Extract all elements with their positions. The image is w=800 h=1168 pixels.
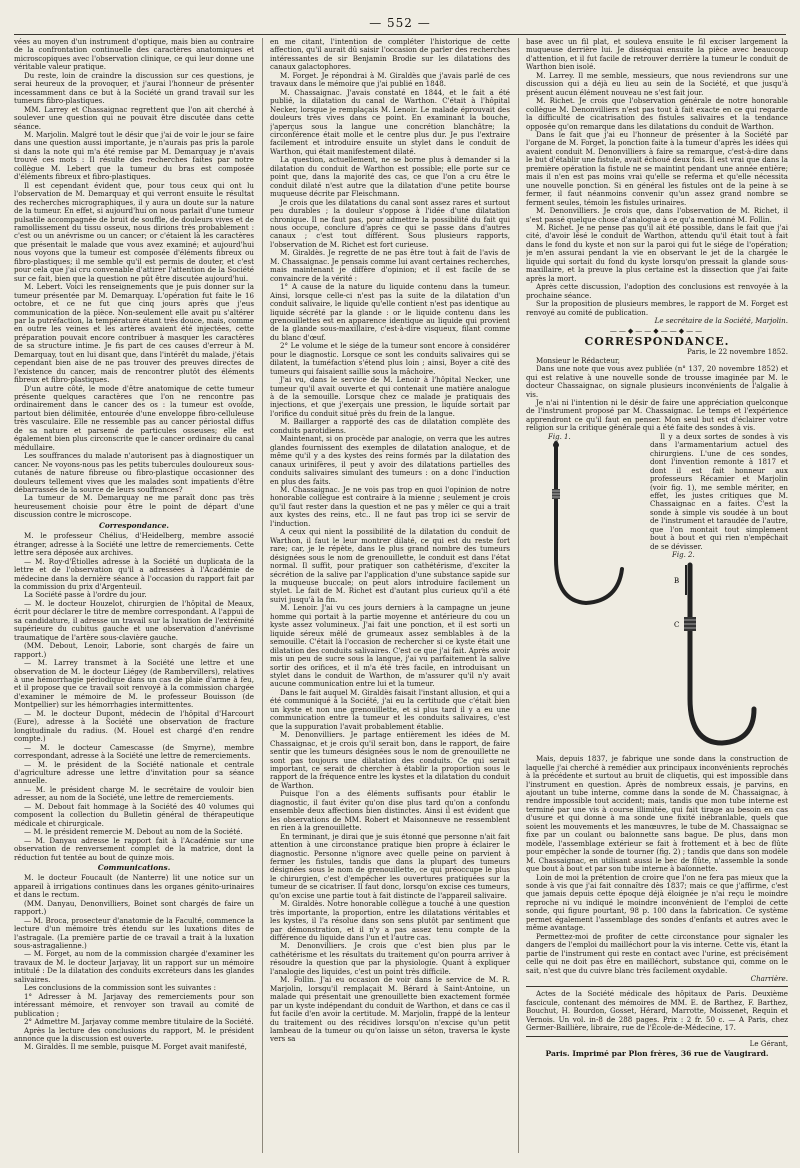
paragraph: Il est cependant évident que, pour tous ceux qui ont lu l'observation de M. Demarquay et qui verront ensuite le résultat des recherches micrographiques, il y aura un doute sur la nature de la tumeur. En effet, si aujourd'hui on nous parlait d'une tumeur pulsatile accompagnée de bruit de souffle, de douleurs vives et de ramollissement du tissu osseux, nous dirions très probablement : c'est ou un anévrisme ou un cancer; or c'étaient là les caractères que présentait le malade que vous avez examiné; et aujourd'hui nous voyons que la tumeur est composée d'éléments fibreux ou fibro-plastiques; il me semble qu'il est permis de douter, et c'est pour cela que j'ai cru convenable d'attirer l'attention de la Société sur ce fait, bien que la question ne pût être discutée aujourd'hui.: [14, 180, 254, 283]
paragraph: — M. Forget, au nom de la commission chargée d'examiner les travaux de M. le docteur Jarjavay, lit un rapport sur un mémoire intitulé : De la dilatation des conduits excréteurs dans les glandes salivaires.: [14, 949, 254, 984]
section-divider: [526, 986, 788, 987]
paragraph: — M. Broca, prosecteur d'anatomie de la Faculté, commence la lecture d'un mémoire très étendu sur les luxations dites de l'astragale. (La première partie de ce travail a trait à la luxation sous-astragalienne.): [14, 915, 254, 951]
paragraph: Dans une note que vous avez publiée (n° 137, 20 novembre 1852) et qui est relative à une nouvelle sonde de trousse imaginée par M. le docteur Chassaignac, on signale plusieurs inconvénients de l'algalie à vis.: [526, 364, 788, 399]
paragraph: En terminant, je dirai que je suis étonné que personne n'ait fait attention à une circonstance pratique bien propre à éclairer le diagnostic. Personne n'ignore avec quelle peine on parvient à fermer les fistules, tandis que dans la plupart des tumeurs désignées sous le nom de grenouillette, ce qui préoccupe le plus le chirurgien, c'est d'empêcher les ouvertures pratiquées sur la tumeur de se cicatriser. Il faut donc, lorsqu'on excise ces tumeurs, qu'on excise une partie tout à fait distincte de l'appareil salivaire.: [270, 831, 510, 900]
paragraph: M. Lebert. Voici les renseignements que je puis donner sur la tumeur présentée par M. Demarquay. L'opération fut faite le 16 octobre, et ce ne fut que cinq jours après que j'eus communication de la pièce. Non-seulement elle avait pu s'altérer par la putréfaction, la température étant très douce, mais, comme en outre les veines et les artères avaient été injectées, cette préparation pouvait encore contribuer à masquer les caractères de sa structure intime. Je fis part de ces causes d'erreur à M. Demarquay, tout en lui disant que, dans l'intérêt du malade, j'étais cependant bien aise de ne pas trouver des preuves directes de l'existence du cancer, mais de rencontrer plutôt des éléments fibreux et fibro-plastiques.: [14, 282, 254, 385]
paragraph: M. Richet. Je crois que l'observation générale de notre honorable collègue M. Denonvilliers n'est pas tout à fait exacte en ce qui regarde la difficulté de cicatrisation des fistules salivaires et la tendance opposée qu'on remarque dans les dilatations du conduit de Warthon.: [526, 96, 788, 131]
gerant-label: Le Gérant,: [749, 1038, 788, 1048]
catheter-figure-2: [650, 559, 768, 753]
paragraph: La question, actuellement, ne se borne plus à demander si la dilatation du conduit de Warthon est possible; elle porte sur ce point que, dans la majorité des cas, ce que l'on a cru être le conduit dilaté n'est autre que la dilatation d'une petite bourse muqueuse décrite par Fleischmann.: [270, 155, 510, 199]
paragraph: M. Denonvilliers. Je partage entièrement les idées de M. Chassaignac, et je crois qu'il serait bon, dans le rapport, de faire sentir que les tumeurs désignées sous le nom de grenouillette ne sont pas toujours une dilatation des conduits. Ce qui serait important, ce serait de chercher à établir la proportion sous le rapport de la fréquence entre les kystes et la dilatation du conduit de Warthon.: [270, 730, 510, 790]
paragraph: M. Chassaignac. J'avais constaté en 1844, et le fait a été publié, la dilatation du canal de Warthon. C'était à l'hôpital Necker, lorsque je remplaçais M. Lenoir. Le malade éprouvait des douleurs très vives dans ce point. En examinant la bouche, j'aperçus sous la langue une concrétion blanchâtre; la circonférence était molle et le centre plus dur. Je pus l'extraire facilement et introduire ensuite un stylet dans le conduit de Warthon, qui était manifestement dilaté.: [270, 87, 510, 156]
paragraph: Les souffrances du malade n'autorisent pas à diagnostiquer un cancer. Ne voyons-nous pas les petits tubercules douloureux sous-cutanés de nature fibreuse ou fibro-plastique occasionner des douleurs tellement vives que les malades sont impatients d'être débarrassés de la source de leurs souffrances?: [14, 451, 254, 495]
paragraph: Maintenant, si on procède par analogie, on verra que les autres glandes fournissent des exemples de dilatation analogue, et de même qu'il y a des kystes des reins formés par la dilatation des canaux urinifères, il peut y avoir des dilatations partielles des conduits salivaires simulant des tumeurs : on a donc l'induction en plus des faits.: [270, 434, 510, 486]
paragraph: M. Giraldès. Il me semble, puisque M. Forget avait manifesté,: [24, 1042, 247, 1052]
paragraph: 1° A cause de la nature du liquide contenu dans la tumeur. Ainsi, lorsque celle-ci n'est pas la suite de la dilatation d'un conduit salivaire, le liquide qu'elle contient n'est pas identique au liquide sécrété par la glande : or le liquide contenu dans les grenouillettes est en apparence identique au liquide qui provient de la glande sous-maxillaire, c'est-à-dire visqueux, filant comme du blanc d'œuf.: [270, 282, 510, 342]
paragraph: M. Giraldès. Notre honorable collègue a touché à une question très importante, la proportion, entre les dilatations véritables et les kystes, il l'a résolue dans son sens plutôt par sentiment que par démonstration, et il n'y a pas assez tenu compte de la différence du liquide dans l'un et l'autre cas.: [270, 899, 510, 943]
figure-2: [650, 551, 768, 753]
paragraph: M. Larrey. Il me semble, messieurs, que nous reviendrons sur une discussion qui a déjà eu lieu au sein de la Société, et que jusqu'à présent aucun élément nouveau ne s'est fait jour.: [526, 70, 788, 97]
paragraph: Dans le fait que j'ai eu l'honneur de présenter à la Société par l'organe de M. Forget, la ponction faite à la tumeur d'après les idées qui avaient conduit M. Denonvilliers à faire sa remarque, c'est-à-dire dans le but d'établir une fistule, avait échoué deux fois. Il est vrai que dans la première opération la fistule ne se maintint pendant une année entière; mais il n'en est pas moins vrai qu'elle se referma et qu'elle nécessita une nouvelle ponction. Si en général les fistules ont de la peine à se fermer, il faut néanmoins convenir qu'un assez grand nombre se ferment seules, témoin les fistules urinaires.: [526, 129, 788, 207]
paragraph: Loin de moi la prétention de croire que l'on ne fera pas mieux que la sonde à vis que j'ai fait connaître dès 1837; mais ce que j'affirme, c'est que jamais depuis cette époque déjà éloignée je n'ai reçu le moindre reproche ni vu indiqué le moindre inconvénient de l'emploi de cette sonde, qui figure pourtant, 98 p. 100 dans la fabrication. Ce système permet également l'assemblage des sondes d'enfants et autres avec le même avantage.: [526, 872, 788, 933]
paragraph: 1° Adresser à M. Jarjavay des remerciements pour son intéressant mémoire, et renvoyer son travail au comité de publication ;: [14, 991, 254, 1018]
paragraph: Je n'ai ni l'intention ni le désir de faire une appréciation quelconque de l'instrument proposé par M. Chassaignac. Le temps et l'expérience apprendront ce qu'il faut en penser. Mon seul but est d'éclairer votre religion sur la critique générale qui a été faite des sondes à vis.: [526, 398, 788, 433]
paragraph: M. Denonvilliers. Je crois que, dans l'observation de M. Richet, il s'est passé quelque chose d'analogue à ce qu'a mentionné M. Follin.: [526, 206, 788, 224]
paragraph: D'un autre côté, le mode d'être anatomique de cette tumeur présente quelques caractères que l'on ne rencontre pas ordinairement dans le cancer des os : la tumeur est ovoïde, partout bien délimitée, entourée d'une enveloppe fibro-celluleuse très vasculaire. Elle ne ressemble pas au cancer périostal diffus de sa nature et parsemé de particules osseuses; elle est également bien plus circonscrite que le cancer ordinaire du canal médullaire.: [14, 383, 254, 452]
signature-charriere: Charrière.: [750, 973, 788, 983]
catheter-figure-1: [526, 441, 644, 613]
printer-imprint: Paris. Imprimé par Plon frères, 36 rue de Vaugirard.: [545, 1049, 769, 1059]
section-heading-correspondance: Correspondance.: [98, 520, 170, 530]
figure-1: [526, 433, 644, 613]
section-divider: [526, 1036, 788, 1037]
paragraph: Du reste, loin de craindre la discussion sur ces questions, je serai heureux de la provoquer, et j'aurai l'honneur de présenter incessamment dans ce but à la Société un grand travail sur les tumeurs fibro-plastiques.: [14, 70, 254, 106]
paragraph: M. Denonvilliers. Je crois que c'est bien plus par le cathétérisme et les résultats du traitement qu'on pourra arriver à résoudre la question que par la physiologie. Quant à expliquer l'analogie des liquides, c'est un point très difficile.: [270, 941, 510, 976]
paragraph: — M. le docteur Camescasse (de Smyrne), membre correspondant, adresse à la Société une lettre de remerciements.: [14, 742, 254, 761]
paragraph: — M. Roy-d'Étiolles adresse à la Société un duplicata de la lettre et de l'observation qu'il a adressées à l'Académie de médecine dans la dernière séance à l'occasion du rapport fait par la commission du prix d'Argenteuil.: [14, 556, 254, 591]
section-heading-correspondance-letter: CORRESPONDANCE.: [584, 334, 730, 348]
column-3: [526, 38, 788, 1153]
paragraph: — M. Larrey transmet à la Société une lettre et une observation de M. le docteur Liégey (de Rambervillers), relatives à une hémorrhagie périodique dans un cas de plaie d'arme à feu, et il propose que ce travail soit renvoyé à la commission chargée d'examiner le mémoire de M. le professeur Bouisson (de Montpellier) sur les hémorrhagies intermittentes.: [14, 658, 254, 710]
paragraph: M. Forget. Je répondrai à M. Giraldès que j'avais parlé de ces travaux dans le mémoire que j'ai publié en 1848.: [270, 70, 510, 89]
paragraph: Puisque l'on a des éléments suffisants pour établir le diagnostic, il faut éviter qu'on dise plus tard qu'on a confondu ensemble deux affections bien distinctes. Ainsi il est évident que les observations de MM. Robert et Maisonneuve ne ressemblent en rien à la grenouillette.: [270, 789, 510, 833]
paragraph: M. le professeur Chélius, d'Heidelberg, membre associé étranger, adresse à la Société une lettre de remerciements. Cette lettre sera déposée aux archives.: [14, 531, 254, 558]
paragraph: M. Lenoir. J'ai vu ces jours derniers à la campagne un jeune homme qui portait à la partie moyenne et antérieure du cou un kyste assez volumineux. J'ai fait une ponction, et il est sorti un liquide séreux mêlé de grumeaux assez semblables à de la semouille. C'était là l'occasion de rechercher si ce kyste était une dilatation des conduits salivaires. C'est ce que j'ai fait. Après avoir mis un peu de sucre sous la langue, j'ai vu parfaitement la salive sortir des orifices, et il m'a été très facile, en introduisant un stylet dans le conduit de Warthon, de m'assurer qu'il n'y avait aucune communication entre lui et la tumeur.: [270, 603, 510, 689]
paragraph: vées au moyen d'un instrument d'optique, mais bien au contraire de la confrontation continuelle des caractères anatomiques et microscopiques avec l'observation clinique, ce qui leur donne une véritable valeur pratique.: [14, 38, 254, 72]
paragraph: — M. le président remercie M. Debout au nom de la Société.: [24, 827, 243, 837]
letter-date: Paris, le 22 novembre 1852.: [687, 347, 788, 357]
paragraph: M. Baillarger a rapporté des cas de dilatation complète des conduits parotidiens.: [270, 417, 510, 435]
paragraph: — M. le président de la Société nationale et centrale d'agriculture adresse une lettre d'invitation pour sa séance annuelle.: [14, 759, 254, 786]
paragraph: Il y a deux sortes de sondes à vis dans l'armamentarium actuel des chirurgiens. L'une de ces sondes, dont l'invention remonte à 1817 et dont il est fait honneur aux professeurs Récamier et Marjolin (voir fig. 1), me semble mériter, en effet, les justes critiques que M. Chassaignac en a faites. C'est la sonde à simple vis soudée à un bout de l'instrument et taraudée de l'autre, que l'on montait tout simplement bout à bout et qui rien n'empêchait de se dévisser.: [650, 431, 788, 551]
paragraph: Je crois que les dilatations du canal sont assez rares et surtout peu durables ; la douleur s'oppose à l'idée d'une dilatation chronique. Il ne faut pas, pour admettre la possibilité du fait qui nous occupe, conclure d'après ce qui se passe dans d'autres canaux ; c'est tout différent. Sous plusieurs rapports, l'observation de M. Richet est fort curieuse.: [270, 197, 510, 249]
header-rule: [14, 34, 786, 35]
paragraph: — M. Danyau adresse le rapport fait à l'Académie sur une observation de renversement complet de la matrice, dont la réduction fut tentée au bout de quinze mois.: [14, 835, 254, 862]
figure-2-caption: Fig. 2.: [672, 551, 695, 560]
page-number: — 552 —: [369, 16, 431, 30]
paragraph: — M. le président charge M. le secrétaire de vouloir bien adresser, au nom de la Société, une lettre de remerciements.: [14, 784, 254, 803]
paragraph: Dans le fait auquel M. Giraldès faisait l'instant allusion, et qui a été communiqué à la Société, j'ai eu la certitude que c'était bien un kyste et non une grenouillette, et si plus tard il y a eu une communication entre la tumeur et les conduits salivaires, c'est que la suppuration l'avait probablement établie.: [270, 687, 510, 731]
paragraph: Mais, depuis 1837, je fabrique une sonde dans la construction de laquelle j'ai cherché à remédier aux principaux inconvénients reprochés à la précédente et surtout au bruit de cliquetis, qui est impossible dans l'instrument en question. Après de nombreux essais, je parvins, en ajoutant un tube interne, comme dans la sonde de M. Chassaignac, à rendre impossible tout accident; mais, tandis que mon tube interne est terminé par une vis à course illimitée, qui fait tirage au besoin en cas d'usure et qui donne à ma sonde une fixité inébranlable, quels que soient les mouvements et les manœuvres, le tube de M. Chassaignac se fixe par un coulant ou baïonnette sans bague. De plus, dans mon modèle, l'assemblage extérieur se fait à frottement et à bec de flûte pour empêcher la sonde de tourner (fig. 2) ; tandis que dans son modèle M. Chassaignac, en utilisant aussi le bec de flûte, n'assemble la sonde que bout à bout et par son tube interne à baïonnette.: [526, 754, 788, 874]
column-divider: [518, 38, 519, 1153]
paragraph: A ceux qui nient la possibilité de la dilatation du conduit de Warthon, il faut le leur montrer dilaté, ce qui est du reste fort rare; car, je le répète, dans le plus grand nombre des tumeurs désignées sous le nom de grenouillette, le conduit est dans l'état normal. Il suffit, pour pratiquer son cathétérisme, d'exciter la sécrétion de la salive par l'application d'une substance sapide sur la muqueuse buccale; on peut alors introduire facilement un stylet. Le fait de M. Richet est d'autant plus curieux qu'il a été suivi jusqu'à la fin.: [270, 527, 510, 604]
paragraph: La tumeur de M. Demarquay ne me paraît donc pas très heureusement choisie pour être le point de départ d'une discussion contre le microscope.: [14, 493, 254, 520]
column-divider: [262, 38, 263, 1153]
paragraph: Sur la proposition de plusieurs membres, le rapport de M. Forget est renvoyé au comité de publication.: [526, 299, 788, 317]
ornament-divider: ——◆——◆——◆——: [609, 327, 705, 336]
paragraph: Après la lecture des conclusions du rapport, M. le président annonce que la discussion est ouverte.: [14, 1025, 254, 1044]
paragraph: — M. le docteur Dupont, médecin de l'hôpital d'Harcourt (Eure), adresse à la Société une observation de fracture longitudinale du radius. (M. Houel est chargé d'en rendre compte.): [14, 708, 254, 744]
column-1: [14, 38, 254, 1153]
section-heading-communications: Communications.: [97, 862, 171, 872]
paragraph: base avec un fil plat, et souleva ensuite le fil exciser largement la muqueuse derrière lui. Je disséquai ensuite la pièce avec beaucoup d'attention, et il fut facile de retrouver derrière la tumeur le conduit de Warthon bien isolé.: [526, 38, 788, 72]
paragraph: (MM. Debout, Lenoir, Laborie, sont chargés de faire un rapport.): [14, 641, 254, 659]
letter-salutation: Monsieur le Rédacteur,: [536, 355, 620, 365]
paragraph: 2° Le volume et le siége de la tumeur sont encore à considérer pour le diagnostic. Lorsque ce sont les conduits salivaires qui se dilatent, la tuméfaction s'étend plus loin ; ainsi, Boyer a cité des tumeurs qui faisaient saillie sous la mâchoire.: [270, 341, 510, 376]
paragraph: — M. Debout fait hommage à la Société des 40 volumes qui composent la collection du Bulletin général de thérapeutique médicale et chirurgicale.: [14, 801, 254, 828]
column-2: [270, 38, 510, 1153]
signature-secretary: Le secrétaire de la Société, Marjolin.: [654, 315, 788, 325]
paragraph: M. Giraldès. Je regrette de ne pas être tout à fait de l'avis de M. Chassaignac. Je pensais comme lui avant certaines recherches, mais maintenant je diffère d'opinion; et il est facile de se convaincre de la vérité :: [270, 248, 510, 283]
paragraph: M. Richet. Je ne pense pas qu'il ait été possible, dans le fait que j'ai cité, d'avoir lésé le conduit de Warthon, attendu qu'il était tout à fait dans le fond du kyste et non sur la paroi qui fut le siége de l'opération; je m'en assurai pendant la vie en observant le jet de la chargée le liquide qui sortait du fond du kyste lorsqu'on pressait la glande sous-maxillaire, et la preuve la plus certaine est la dissection que j'ai faite après la mort.: [526, 222, 788, 283]
figure-2-letter-c: C: [674, 621, 680, 630]
paragraph: 2° Admettre M. Jarjavay comme membre titulaire de la Société.: [24, 1017, 254, 1027]
advertisement: Actes de la Société médicale des hôpitaux de Paris. Deuxième fascicule, contenant des mémoires de MM. E. de Barthez, F. Barthez, Bouchut, H. Bourdon, Gosset, Hérard, Marrotte, Moissenet, Requin et Vernois. Un vol. in-8 de 288 pages. Prix : 2 fr. 50 c. — A Paris, chez Germer-Baillière, libraire, rue de l'École-de-Médecine, 17.: [526, 989, 788, 1033]
paragraph: MM. Larrey et Chassaignac regrettent que l'on ait cherché à soulever une question qui ne pouvait être discutée dans cette séance.: [14, 104, 254, 131]
paragraph: M. Chassaignac. Je ne vois pas trop en quoi l'opinion de notre honorable collègue est contraire à la mienne ; seulement je crois qu'il faut rester dans la question et ne pas y mêler ce qui a trait aux kystes des reins, etc.. Il ne faut pas trop ici se servir de l'induction.: [270, 485, 510, 528]
paragraph: — M. le docteur Houzelot, chirurgien de l'hôpital de Meaux, écrit pour déclarer le titre de membre correspondant. A l'appui de sa candidature, il adresse un travail sur la luxation de l'extrémité supérieure du cubitus gauche et une observation d'anévrisme traumatique de l'artère sous-clavière gauche.: [14, 598, 254, 642]
paragraph: M. le docteur Foucault (de Nanterre) lit une notice sur un appareil à irrigations continues dans les organes génito-urinaires et dans le rectum.: [14, 873, 254, 900]
paragraph: La Société passe à l'ordre du jour.: [24, 590, 147, 600]
paragraph: Permettez-moi de profiter de cette circonstance pour signaler les dangers de l'emploi du mailléchort pour la vis interne. Cette vis, étant la partie de l'instrument qui reste en contact avec l'urine, est précisément celle qui ne doit pas être en mailléchort, substance qui, comme on le sait, n'est que du cuivre blanc très facilement oxydable.: [526, 931, 788, 975]
paragraph: J'ai vu, dans le service de M. Lenoir à l'hôpital Necker, une tumeur qu'il avait ouverte et qui contenait une matière analogue à de la semouille. Lorsque chez ce malade je pratiquais des injections, et que j'exerçais une pression, le liquide sortait par l'orifice du conduit situé près du frein de la langue.: [270, 375, 510, 418]
figure-1-caption: Fig. 1.: [548, 432, 571, 441]
paragraph: Après cette discussion, l'adoption des conclusions est renvoyée à la prochaine séance.: [526, 282, 788, 300]
paragraph: en me citant, l'intention de compléter l'historique de cette affection, qu'il aurait dû saisir l'occasion de parler des recherches intéressantes de sir Benjamin Brodie sur les dilatations des canaux galactophores.: [270, 38, 510, 72]
paragraph: M. Marjolin. Malgré tout le désir que j'ai de voir le jour se faire dans une question aussi importante, je n'aurais pas pris la parole si dans la note qui m'a été remise par M. Demarquay je n'avais trouvé ces mots : Il résulte des recherches faites par notre collègue M. Lebert que la tumeur du bras est composée d'éléments fibreux et fibro-plastiques.: [14, 129, 254, 182]
paragraph: (MM. Danyau, Denonvilliers, Boinet sont chargés de faire un rapport.): [14, 898, 254, 917]
paragraph: M. Follin. J'ai eu occasion de voir dans le service de M. R. Marjolin, lorsqu'il remplaçait M. Bérard à Saint-Antoine, un malade qui présentait une grenouillette bien exactement formée par un kyste indépendant du conduit de Warthon, et dans ce cas il fut facile d'en avoir la certitude. M. Marjolin, frappé de la lenteur du traitement ou des récidives lorsqu'on n'excise qu'un petit lambeau de la tumeur ou qu'on laisse un séton, traversa le kyste vers sa: [270, 975, 510, 1044]
figure-2-letter-b: B: [674, 577, 680, 586]
paragraph: Les conclusions de la commission sont les suivantes :: [24, 983, 216, 993]
